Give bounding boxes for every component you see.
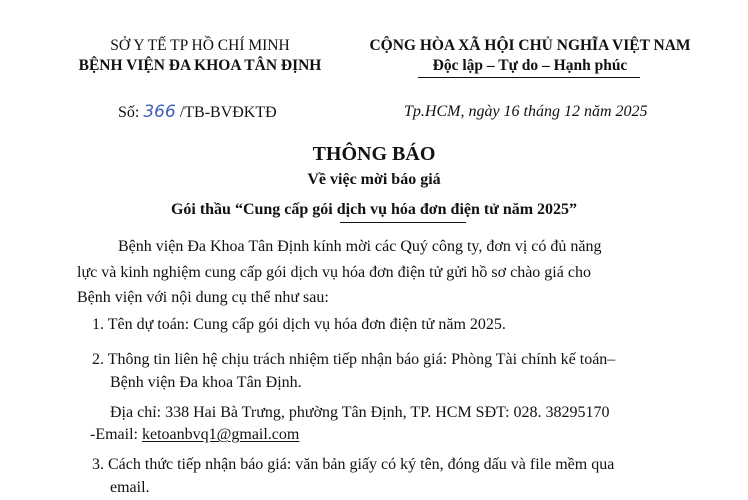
- intro-line-1: Bệnh viện Đa Khoa Tân Định kính mời các Quý công ty, đơn vị có đủ năng: [118, 238, 602, 255]
- document-title: THÔNG BÁO: [312, 143, 436, 165]
- department-name: SỞ Y TẾ TP HỒ CHÍ MINH: [110, 37, 290, 54]
- list-item-2-line-2: Bệnh viện Đa khoa Tân Định.: [110, 374, 302, 391]
- address: Địa chỉ: 338 Hai Bà Trưng, phường Tân Định, TP. HCM SĐT: 028. 38295170: [110, 404, 610, 421]
- national-motto: Độc lập – Tự do – Hạnh phúc: [432, 57, 628, 74]
- hospital-name: BỆNH VIỆN ĐA KHOA TÂN ĐỊNH: [78, 57, 322, 74]
- document-number-suffix: /TB-BVĐKTĐ: [179, 104, 277, 121]
- place-date: Tp.HCM, ngày 16 tháng 12 năm 2025: [404, 103, 648, 120]
- package-underline: [340, 222, 466, 223]
- email-label: -Email:: [90, 426, 142, 443]
- email-line: [90, 423, 299, 447]
- list-item-3-line-2: email.: [110, 479, 150, 496]
- email-link[interactable]: ketoanbvq1@gmail.com: [141, 426, 300, 443]
- list-item-2-line-1: 2. Thông tin liên hệ chịu trách nhiệm tiếp nhận báo giá: Phòng Tài chính kế toán–: [92, 351, 616, 368]
- list-item-1: 1. Tên dự toán: Cung cấp gói dịch vụ hóa đơn điện tử năm 2025.: [92, 316, 506, 333]
- motto-underline: [418, 77, 640, 78]
- country-name: CỘNG HÒA XÃ HỘI CHỦ NGHĨA VIỆT NAM: [369, 37, 691, 54]
- document-number-label: Số:: [118, 104, 140, 121]
- document-number-value: 366: [143, 102, 176, 122]
- intro-line-3: Bệnh viện với nội dung cụ thể như sau:: [77, 289, 329, 306]
- document-number: [118, 100, 277, 125]
- list-item-3-line-1: 3. Cách thức tiếp nhận báo giá: văn bản giấy có ký tên, đóng dấu và file mềm qua: [92, 456, 615, 473]
- document-subtitle: Về việc mời báo giá: [307, 171, 441, 188]
- intro-line-2: lực và kinh nghiệm cung cấp gói dịch vụ hóa đơn điện tử gửi hồ sơ chào giá cho: [77, 264, 591, 281]
- package-name: Gói thầu “Cung cấp gói dịch vụ hóa đơn điện tử năm 2025”: [170, 201, 578, 218]
